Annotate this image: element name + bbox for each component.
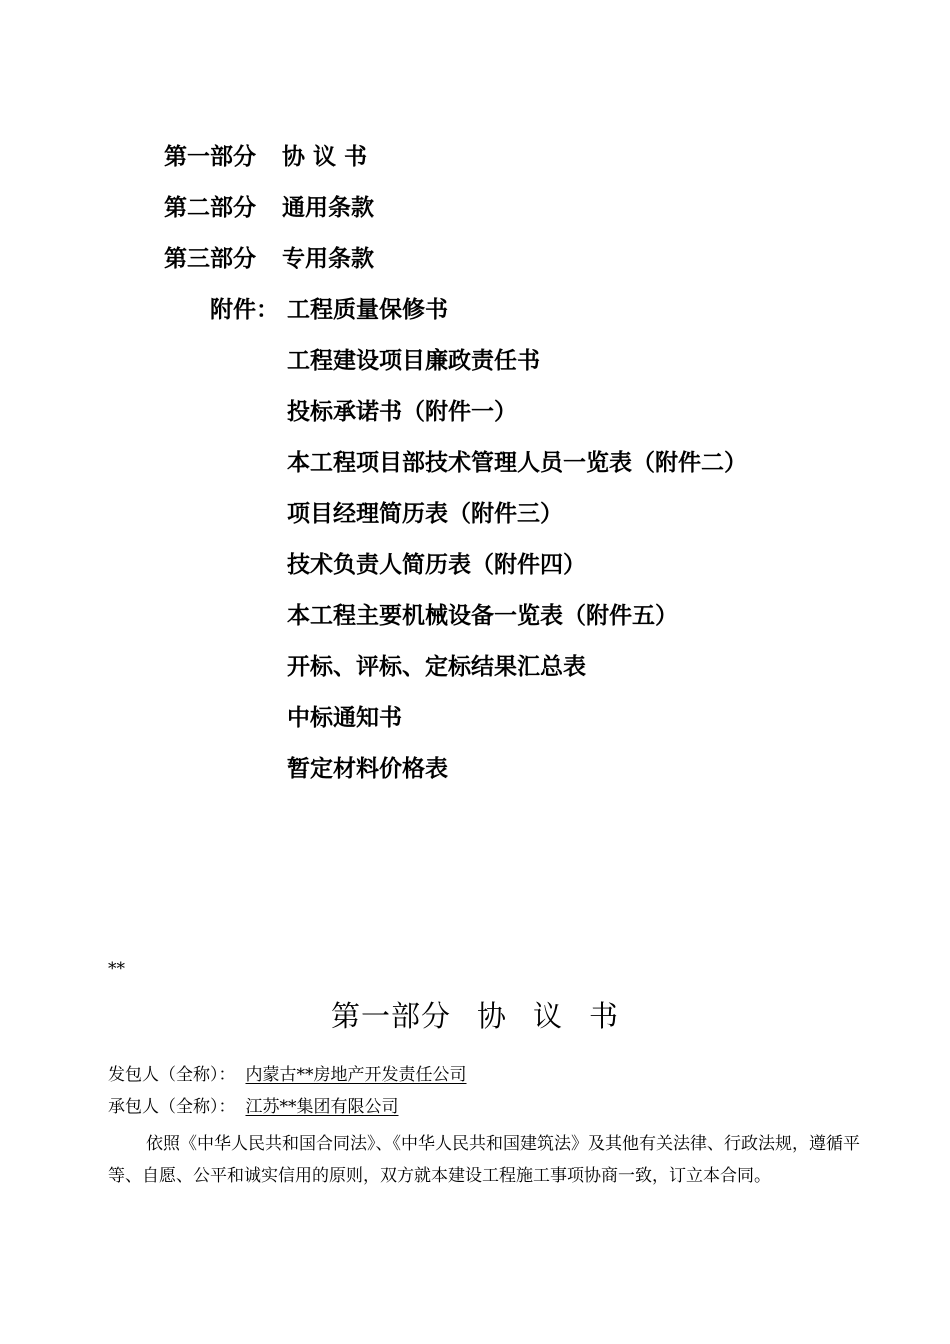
- contractor-label: 承包人（全称）：: [108, 1097, 236, 1117]
- toc-part-title: 专用条款: [282, 246, 374, 272]
- toc-part-title: 通用条款: [282, 195, 374, 221]
- toc-part-3: [164, 244, 374, 274]
- toc-part-label: 第二部分: [164, 195, 256, 221]
- toc-attachment-item: 项目经理简历表（附件三）: [287, 501, 563, 527]
- toc-attachment-item: 工程质量保修书: [287, 297, 448, 323]
- section-title-char: 协: [476, 999, 507, 1033]
- section-title-label: 第一部分: [330, 999, 451, 1033]
- agreement-paragraph: 依照《中华人民共和国合同法》、《中华人民共和国建筑法》及其他有关法律、行政法规，遵循平等、自愿、公平和诚实信用的原则，双方就本建设工程施工事项协商一致，订立本合同。: [108, 1134, 860, 1186]
- section-title: [0, 996, 950, 1036]
- toc-attachments-label: 附件：: [210, 297, 279, 323]
- contractor-value: 江苏**集团有限公司: [245, 1097, 399, 1117]
- toc-attachment-item: 本工程项目部技术管理人员一览表（附件二）: [287, 450, 747, 476]
- toc-part-title: 协 议 书: [282, 144, 368, 170]
- toc-part-1: [164, 142, 367, 172]
- employer-value: 内蒙古**房地产开发责任公司: [245, 1065, 467, 1085]
- toc-attachment-item: 中标通知书: [287, 705, 402, 731]
- toc-attachment-item: 暂定材料价格表: [287, 756, 448, 782]
- toc-attachment-item: 投标承诺书（附件一）: [287, 399, 517, 425]
- toc-part-label: 第三部分: [164, 246, 256, 272]
- employer-line: [108, 1062, 467, 1088]
- toc-part-2: [164, 193, 374, 223]
- section-title-char: 书: [589, 999, 620, 1033]
- contractor-line: [108, 1094, 437, 1120]
- toc-attachment-item: 工程建设项目廉政责任书: [287, 348, 540, 374]
- toc-attachment-item: 技术负责人简历表（附件四）: [287, 552, 586, 578]
- toc-attachment-item: 本工程主要机械设备一览表（附件五）: [287, 603, 678, 629]
- page-marker: **: [108, 959, 125, 979]
- employer-label: 发包人（全称）：: [108, 1065, 236, 1085]
- toc-attachment-item: 开标、评标、定标结果汇总表: [287, 654, 586, 680]
- section-title-char: 议: [533, 999, 564, 1033]
- toc-part-label: 第一部分: [164, 144, 256, 170]
